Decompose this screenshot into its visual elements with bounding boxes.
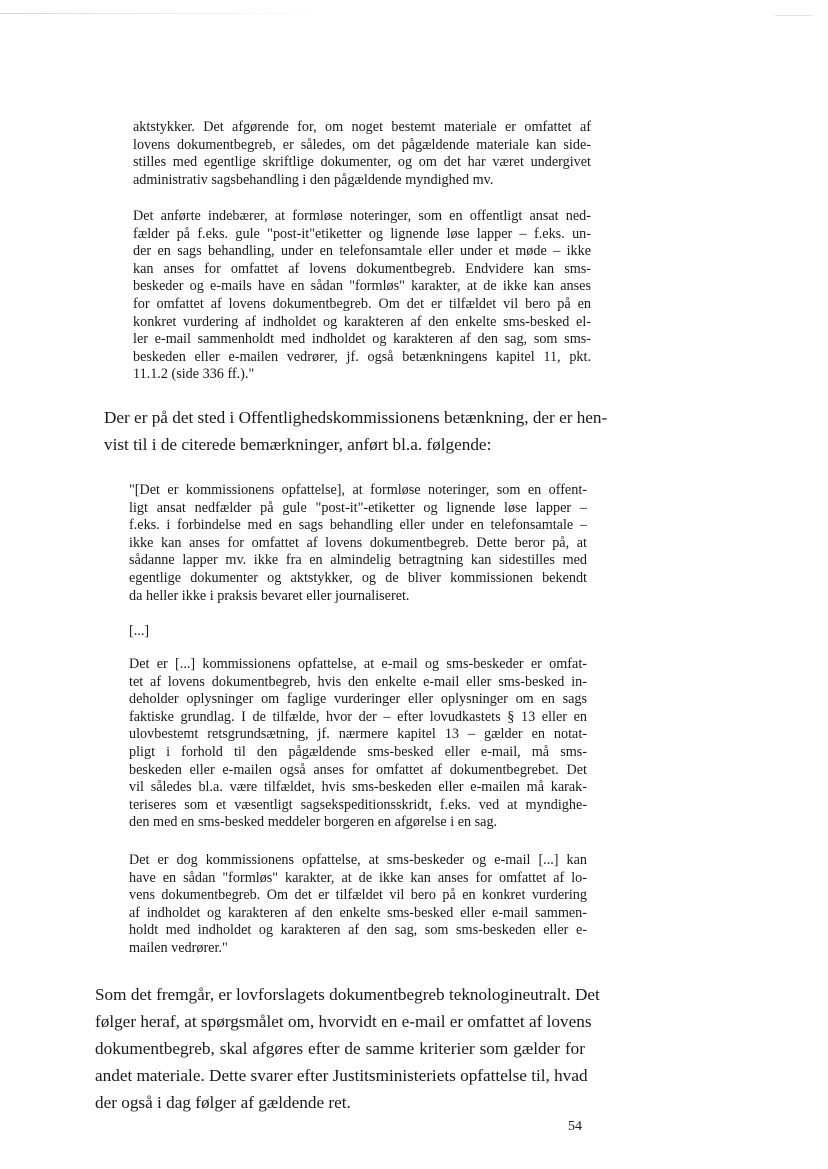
text-line: vist til i de citerede bemærkninger, anført bl.a. følgende: [104, 435, 492, 454]
text-line: ulovbestemt retsgrundsætning, jf. nærmere kapitel 13 – gælder en notat- [129, 726, 587, 743]
quote-paragraph-1 [133, 119, 591, 189]
text-line: for omfattet af lovens dokumentbegreb. Om det er tilfældet vil bero på en [133, 295, 591, 312]
text-line: vens dokumentbegreb. Om det er tilfældet vil bero på en konkret vurdering [129, 887, 587, 904]
text-line: holdt med indholdet og karakteren af den sag, som sms-beskeden eller e- [129, 922, 587, 939]
text-line: Som det fremgår, er lovforslagets dokumentbegreb teknologineutralt. Det [95, 985, 600, 1004]
quote-paragraph-5 [129, 852, 587, 958]
text-line: deholder oplysninger om faglige vurderinger eller oplysninger om en sags [129, 691, 587, 708]
page-number: 54 [568, 1119, 582, 1134]
text-line: kan anses for omfattet af lovens dokumentbegreb. Endvidere kan sms- [133, 260, 591, 277]
text-line: ikke kan anses for omfattet af lovens dokumentbegreb. Dette beror på, at [129, 534, 587, 551]
text-line: pligt i forhold til den pågældende sms-besked eller e-mail, må sms- [129, 743, 587, 760]
text-line: Det anførte indebærer, at formløse noteringer, som en offentligt ansat ned- [133, 208, 591, 224]
text-line: beskeden eller e-mailen vedrører, jf. også betænkningens kapitel 11, pkt. [133, 348, 591, 365]
text-line: lovens dokumentbegreb, er således, om det pågældende materiale kan side- [133, 136, 591, 153]
text-line: have en sådan "formløs" karakter, at de ikke kan anses for omfattet af lo- [129, 869, 587, 886]
text-line: Der er på det sted i Offentlighedskommissionens betænkning, der er hen- [104, 408, 608, 427]
text-line: stilles med egentlige skriftlige dokumenter, og om det har været undergivet [133, 154, 591, 171]
text-line: Det er dog kommissionens opfattelse, at sms-beskeder og e-mail [...] kan [129, 852, 587, 868]
text-line: faktiske grundlag. I de tilfælde, hvor der – efter lovudkastets § 13 eller en [129, 708, 587, 725]
text-line: fælder på f.eks. gule "post-it"etiketter og lignende løse lapper – f.eks. un- [133, 225, 591, 242]
text-line: [...] [129, 623, 150, 639]
body-paragraph-2 [95, 981, 600, 1116]
text-line: af indholdet og karakteren af den enkelte sms-besked eller e-mail sammen- [129, 904, 587, 921]
text-line: da heller ikke i praksis bevaret eller journaliseret. [129, 587, 410, 604]
text-line: sådanne lapper mv. ikke fra en almindelig betragtning kan sidestilles med [129, 552, 587, 569]
text-line: tet af lovens dokumentbegreb, hvis den enkelte e-mail eller sms-besked in- [129, 673, 587, 690]
text-line: følger heraf, at spørgsmålet om, hvorvidt en e-mail er omfattet af lovens [95, 1012, 592, 1031]
quote-paragraph-2 [133, 208, 591, 384]
text-line: Det er [...] kommissionens opfattelse, at e-mail og sms-beskeder er omfat- [129, 656, 587, 672]
text-line: f.eks. i forbindelse med en sags behandling eller under en telefonsamtale – [129, 517, 587, 534]
body-paragraph-1 [104, 404, 608, 458]
text-line: "[Det er kommissionens opfattelse], at formløse noteringer, som en offent- [129, 482, 587, 498]
text-line: konkret vurdering af indholdet og karakteren af den enkelte sms-besked el- [133, 313, 591, 330]
text-line: administrativ sagsbehandling i den pågældende myndighed mv. [133, 171, 494, 188]
ellipsis-paragraph [129, 623, 587, 641]
quote-paragraph-3 [129, 482, 587, 605]
text-line: teriseres som et væsentligt sagsekspeditionsskridt, f.eks. ved at myndighe- [129, 796, 587, 813]
text-line: der en sags behandling, under en telefonsamtale eller under et møde – ikke [133, 243, 591, 260]
text-line: der også i dag følger af gældende ret. [95, 1093, 351, 1112]
text-line: mailen vedrører." [129, 939, 228, 956]
text-line: aktstykker. Det afgørende for, om noget bestemt materiale er omfattet af [133, 119, 591, 135]
text-line: den med en sms-besked meddeler borgeren en afgørelse i en sag. [129, 814, 498, 831]
text-line: ligt ansat nedfælder på gule "post-it"-etiketter og lignende løse lapper – [129, 499, 587, 516]
text-line: vil således bl.a. være tilfældet, hvis sms-beskeden eller e-mailen må karak- [129, 779, 587, 796]
text-line: beskeder og e-mails have en sådan "formløs" karakter, at de ikke kan anses [133, 278, 591, 295]
text-line: 11.1.2 (side 336 ff.)." [133, 366, 255, 383]
quote-paragraph-4 [129, 656, 587, 832]
text-line: ler e-mail sammenholdt med indholdet og karakteren af den sag, som sms- [133, 331, 591, 348]
text-line: egentlige dokumenter og aktstykker, og de bliver kommissionen bekendt [129, 569, 587, 586]
text-line: beskeden eller e-mailen også anses for omfattet af dokumentbegrebet. Det [129, 761, 587, 778]
text-line: andet materiale. Dette svarer efter Justitsministeriets opfattelse til, hvad [95, 1066, 588, 1085]
text-line: dokumentbegreb, skal afgøres efter de samme kriterier som gælder for [95, 1039, 585, 1058]
